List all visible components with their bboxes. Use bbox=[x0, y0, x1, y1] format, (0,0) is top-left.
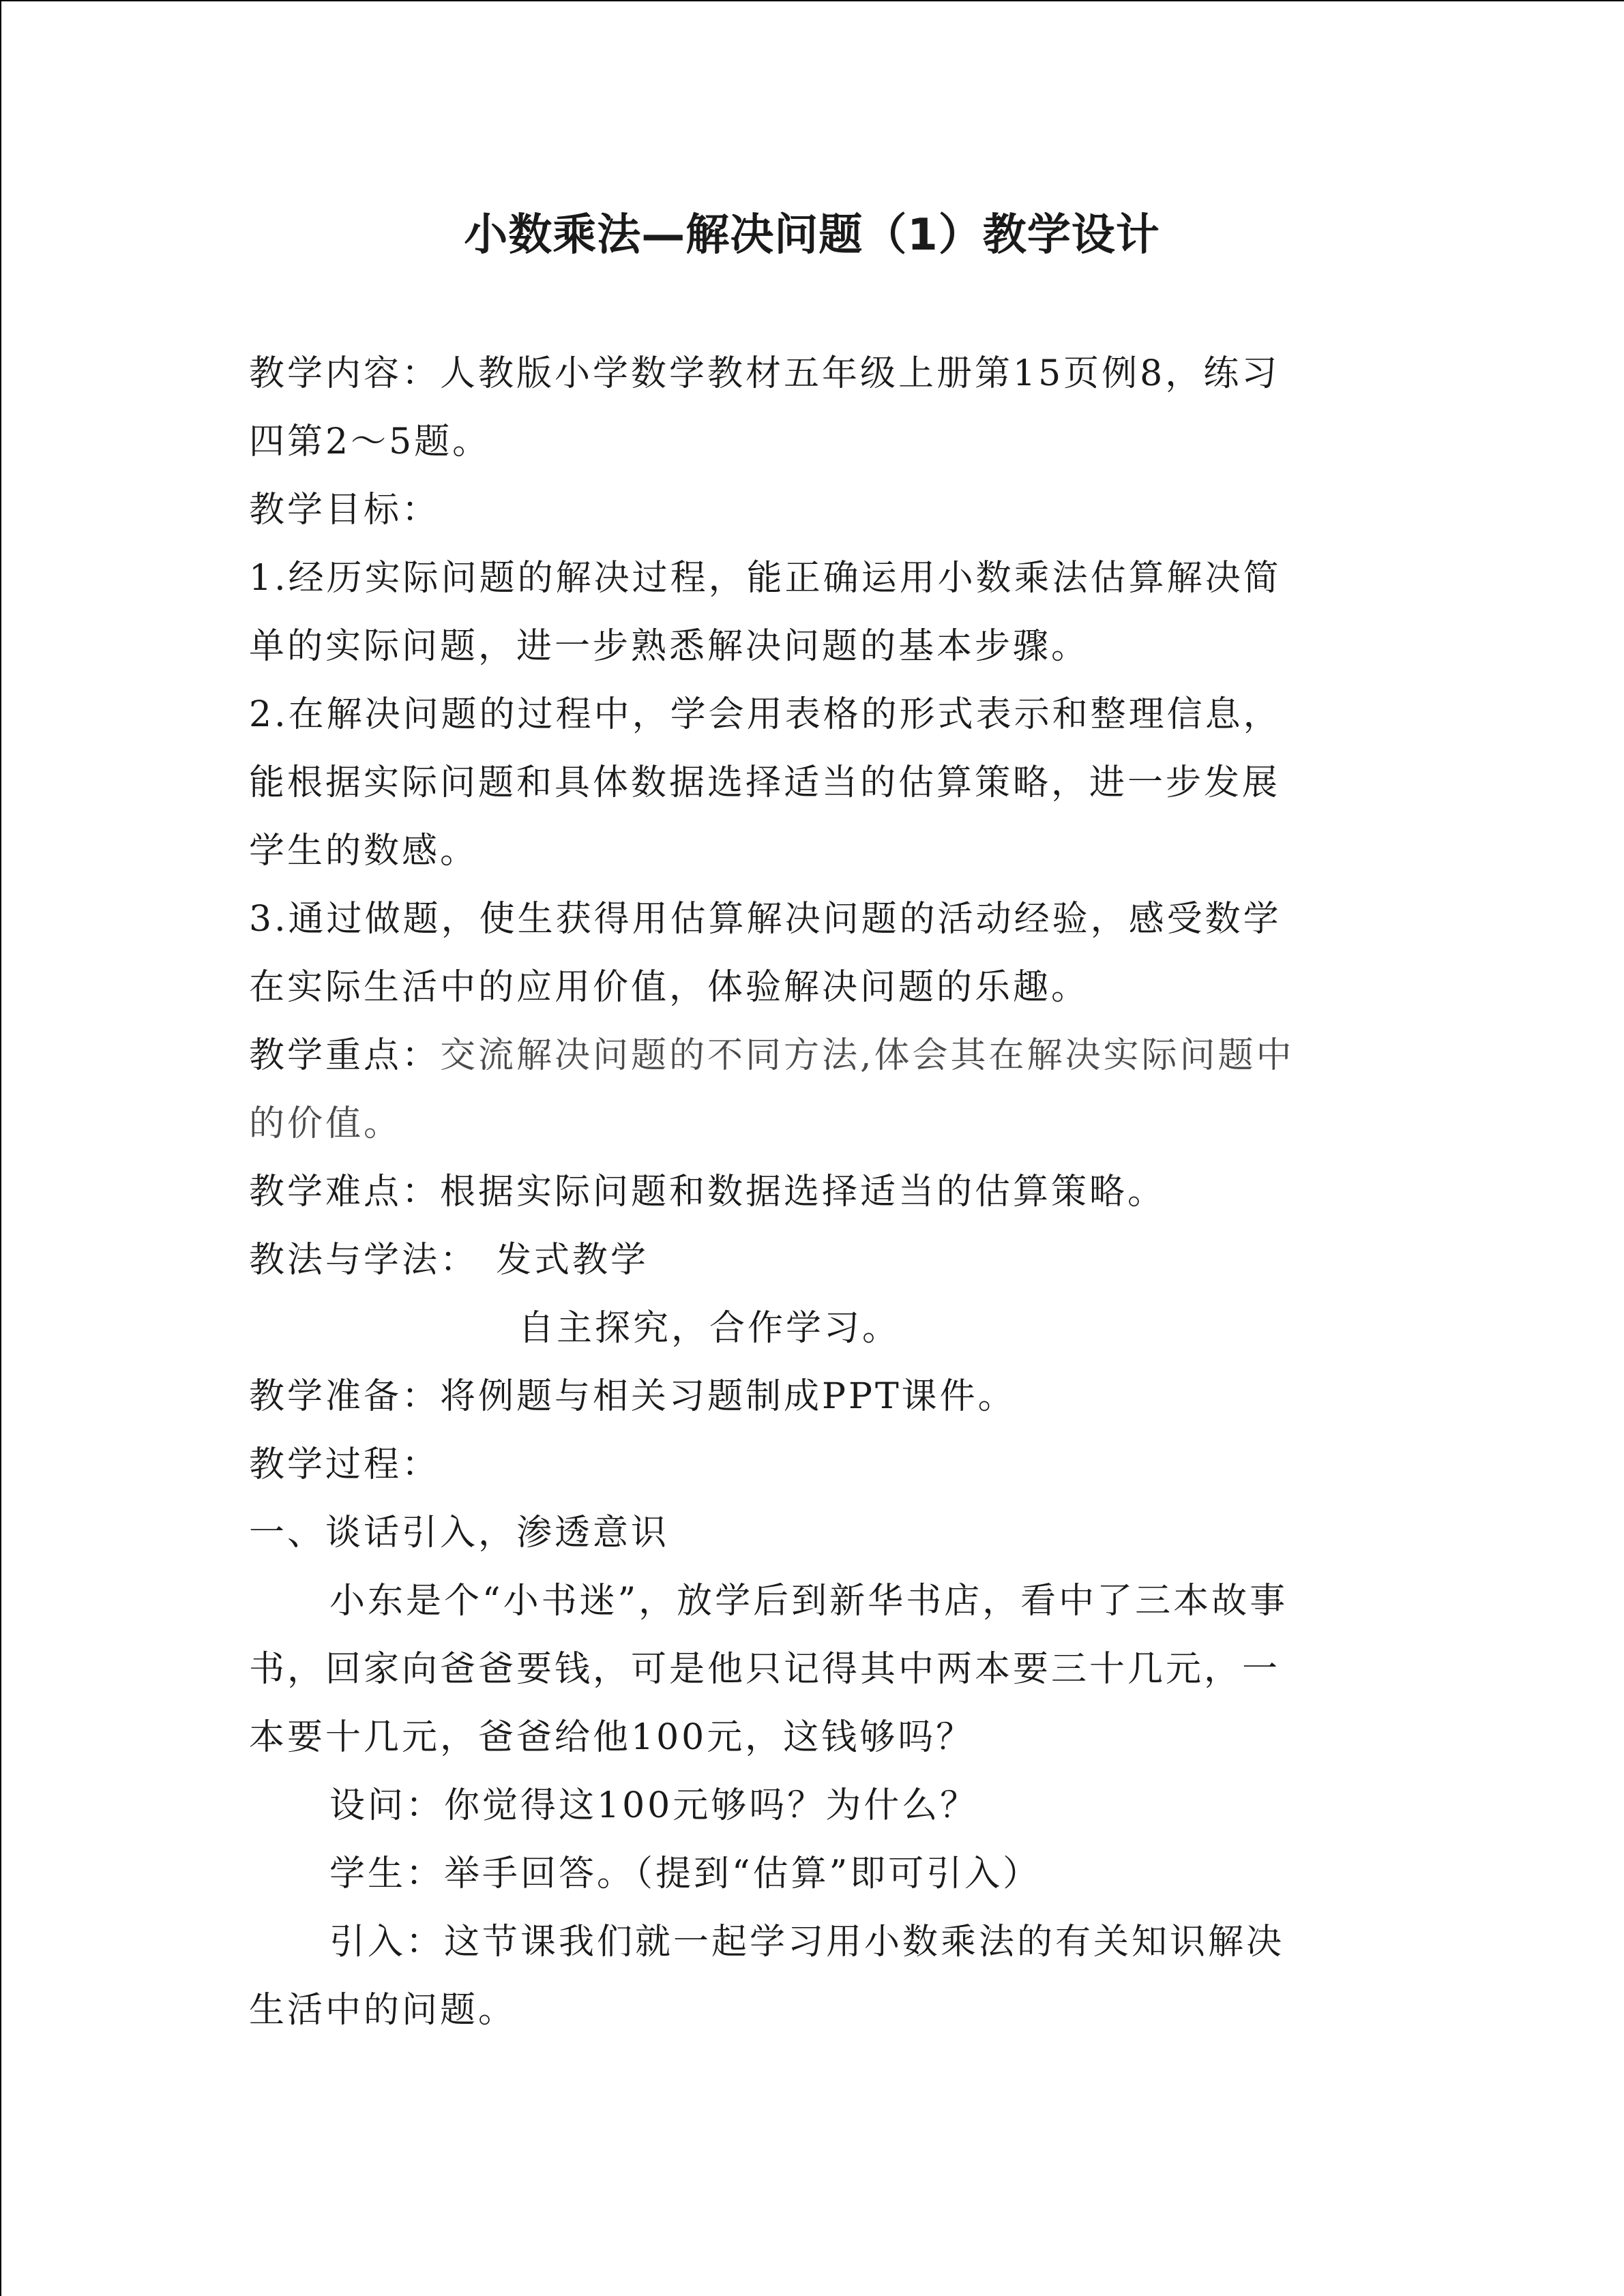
question-line: 设问：你觉得这100元够吗？为什么？ bbox=[329, 1785, 979, 1826]
preparation-line: 教学准备：将例题与相关习题制成PPT课件。 bbox=[249, 1376, 1016, 1417]
student-answer-line: 学生：举手回答。（提到“估算”即可引入） bbox=[329, 1853, 1042, 1894]
document-body bbox=[249, 340, 1381, 2044]
story-line: 小东是个“小书迷”，放学后到新华书店，看中了三本故事 bbox=[329, 1581, 1288, 1622]
intro-line: 生活中的问题。 bbox=[249, 1990, 517, 2031]
section-1-heading: 一、谈话引入，渗透意识 bbox=[249, 1512, 670, 1553]
methods-text: 发式教学 bbox=[496, 1240, 649, 1281]
keypoint-label: 教学重点： bbox=[249, 1035, 441, 1076]
difficulty-line: 教学难点：根据实际问题和数据选择适当的估算策略。 bbox=[249, 1172, 1166, 1212]
objective-2-line: 2.在解决问题的过程中，学会用表格的形式表示和整理信息， bbox=[249, 694, 1282, 735]
content-line: 教学内容：人教版小学数学教材五年级上册第15页例8，练习 bbox=[249, 353, 1280, 394]
keypoint-text: 的价值。 bbox=[249, 1103, 402, 1144]
objective-2-line: 学生的数感。 bbox=[249, 831, 479, 871]
intro-line: 引入：这节课我们就一起学习用小数乘法的有关知识解决 bbox=[329, 1922, 1285, 1963]
keypoint-line bbox=[249, 1022, 1381, 1090]
content-line: 四第2～5题。 bbox=[249, 421, 491, 462]
methods-label: 教法与学法： bbox=[249, 1240, 479, 1281]
methods-text: 自主探究，合作学习。 bbox=[518, 1308, 901, 1349]
objective-2-line: 能根据实际问题和具体数据选择适当的估算策略，进一步发展 bbox=[249, 762, 1281, 803]
objective-1-line: 单的实际问题，进一步熟悉解决问题的基本步骤。 bbox=[249, 626, 1090, 667]
objectives-heading: 教学目标： bbox=[249, 490, 441, 531]
process-heading: 教学过程： bbox=[249, 1444, 441, 1485]
story-line: 本要十几元，爸爸给他100元，这钱够吗？ bbox=[249, 1717, 975, 1758]
story-line: 书，回家向爸爸要钱，可是他只记得其中两本要三十几元，一 bbox=[249, 1649, 1281, 1690]
objective-3-line: 在实际生活中的应用价值，体验解决问题的乐趣。 bbox=[249, 967, 1090, 1008]
objective-3-line: 3.通过做题，使生获得用估算解决问题的活动经验，感受数学 bbox=[249, 899, 1282, 940]
objective-1-line: 1.经历实际问题的解决过程，能正确运用小数乘法估算解决简 bbox=[249, 558, 1282, 599]
document-title: 小数乘法—解决问题（1）教学设计 bbox=[464, 210, 1160, 260]
methods-line bbox=[249, 1226, 1381, 1294]
keypoint-text: 交流解决问题的不同方法,体会其在解决实际问题中 bbox=[440, 1035, 1295, 1076]
